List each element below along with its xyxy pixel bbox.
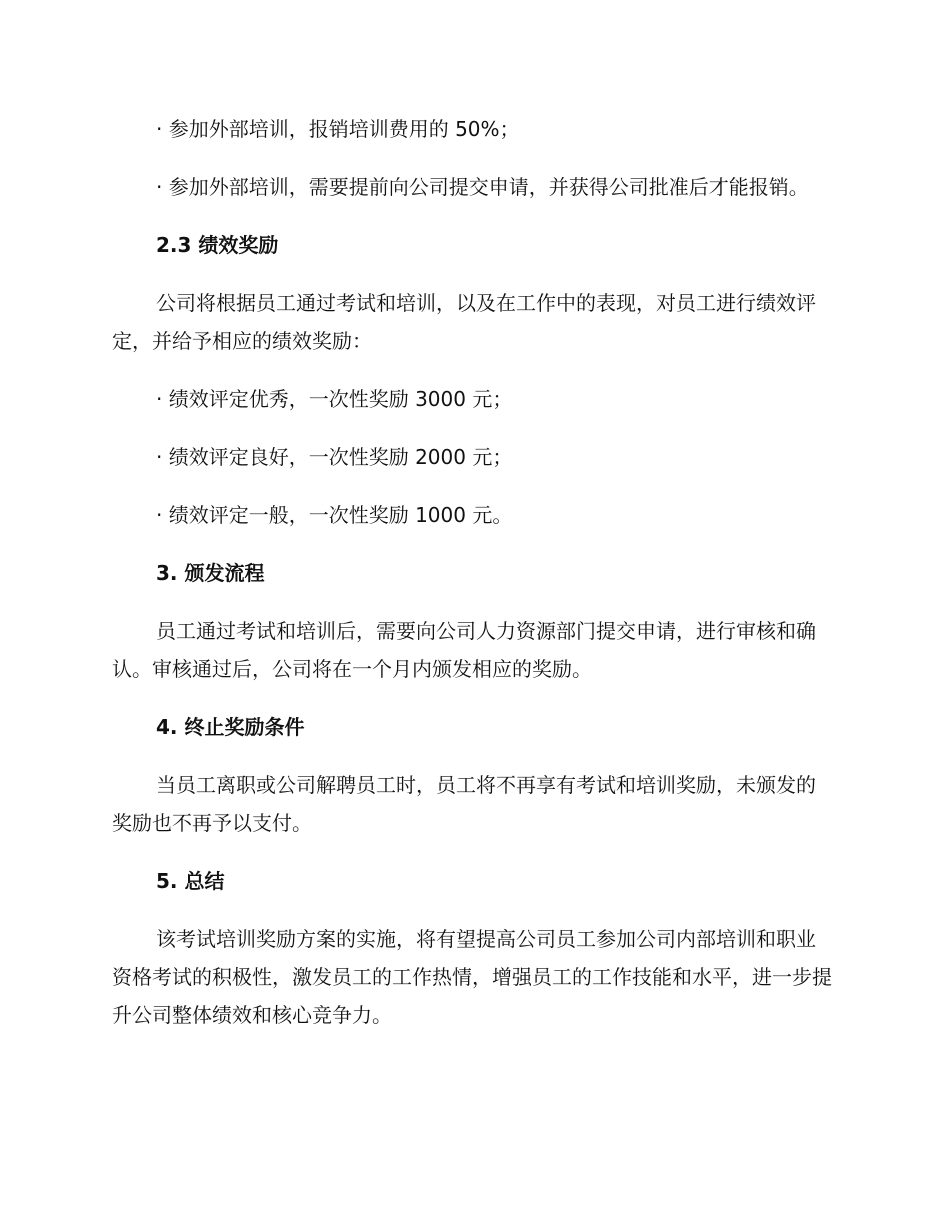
section-heading-4: 4. 终止奖励条件 [156,715,305,739]
list-item: · 绩效评定一般，一次性奖励 1000 元。 [156,503,513,527]
list-item: · 参加外部培训，报销培训费用的 50%； [156,117,520,141]
paragraph: 该考试培训奖励方案的实施，将有望提高公司员工参加公司内部培训和职业资格考试的积极性，激发员工的工作热情，增强员工的工作技能和水平，进一步提升公司整体绩效和核心竞争力。 [112,927,832,1027]
section-heading-2-3: 2.3 绩效奖励 [156,233,279,257]
paragraph: 当员工离职或公司解聘员工时，员工将不再享有考试和培训奖励，未颁发的奖励也不再予以支付。 [112,773,816,835]
paragraph: 公司将根据员工通过考试和培训，以及在工作中的表现，对员工进行绩效评定，并给予相应的绩效奖励： [112,291,816,353]
section-heading-5: 5. 总结 [156,869,225,893]
list-item: · 参加外部培训，需要提前向公司提交申请，并获得公司批准后才能报销。 [156,175,809,199]
section-heading-3: 3. 颁发流程 [156,561,265,585]
list-item: · 绩效评定良好，一次性奖励 2000 元； [156,445,513,469]
paragraph: 员工通过考试和培训后，需要向公司人力资源部门提交申请，进行审核和确认。审核通过后，公司将在一个月内颁发相应的奖励。 [112,619,816,681]
document-page [112,110,834,1054]
list-item: · 绩效评定优秀，一次性奖励 3000 元； [156,387,513,411]
